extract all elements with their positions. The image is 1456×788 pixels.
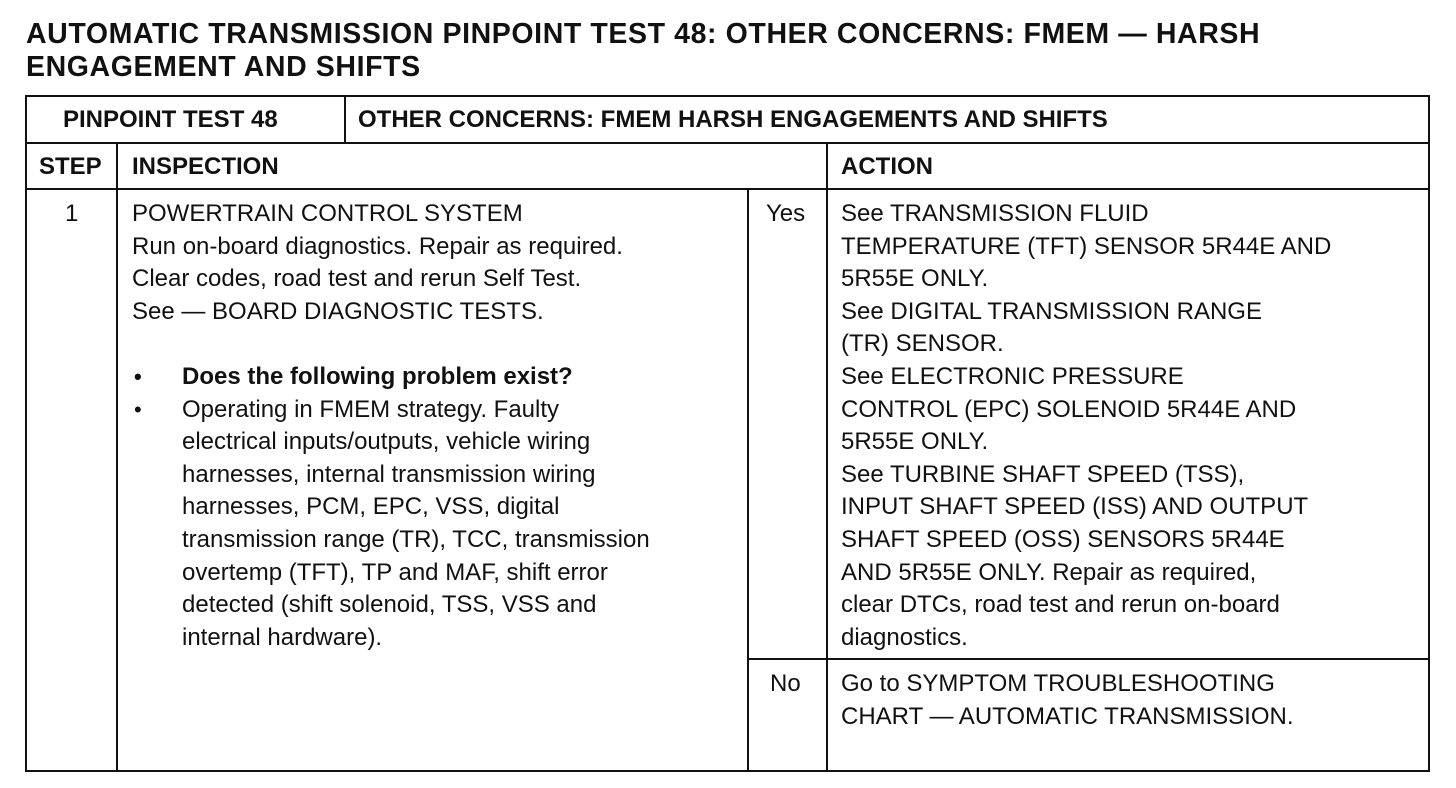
yes-label: Yes <box>766 200 806 227</box>
bullet-line: • Operating in FMEM strategy. Faulty <box>182 395 560 423</box>
rule-test-label-divider <box>344 97 346 143</box>
yes-action-line: See DIGITAL TRANSMISSION RANGE <box>841 297 1262 325</box>
column-header-action: ACTION <box>841 153 933 180</box>
bullet-line: harnesses, PCM, EPC, VSS, digital <box>182 493 560 521</box>
bullet-question <box>134 361 650 394</box>
page-title <box>26 18 1436 84</box>
inspection-line: Run on-board diagnostics. Repair as required. <box>132 232 623 260</box>
inspection-line: Clear codes, road test and rerun Self Test. <box>132 265 582 293</box>
rule-below-column-header <box>27 188 1428 190</box>
test-title: OTHER CONCERNS: FMEM HARSH ENGAGEMENTS AND SHIFTS <box>358 106 1108 133</box>
yes-action-line: 5R55E ONLY. <box>841 428 989 456</box>
step-number: 1 <box>65 200 79 227</box>
yes-action-line: (TR) SENSOR. <box>841 330 1004 358</box>
yes-action-line: INPUT SHAFT SPEED (ISS) AND OUTPUT <box>841 493 1309 521</box>
title-line-2: ENGAGEMENT AND SHIFTS <box>26 51 421 83</box>
yes-action-line: See TRANSMISSION FLUID <box>841 200 1149 227</box>
no-action-line: CHART — AUTOMATIC TRANSMISSION. <box>841 702 1294 730</box>
yes-action-line: AND 5R55E ONLY. Repair as required, <box>841 558 1257 586</box>
bullet-line: transmission range (TR), TCC, transmission <box>182 525 650 553</box>
yes-action-line: TEMPERATURE (TFT) SENSOR 5R44E AND <box>841 232 1332 260</box>
bullet-description <box>134 394 650 655</box>
yes-action-line: See TURBINE SHAFT SPEED (TSS), <box>841 460 1245 488</box>
rule-below-test-header <box>27 142 1428 144</box>
yes-action-line: clear DTCs, road test and rerun on-board <box>841 591 1280 619</box>
bullet-line: electrical inputs/outputs, vehicle wiring <box>182 428 591 456</box>
inspection-text <box>132 198 623 328</box>
inspection-line: See — BOARD DIAGNOSTIC TESTS. <box>132 297 544 325</box>
yes-action-text <box>841 198 1331 654</box>
test-label: PINPOINT TEST 48 <box>63 106 278 133</box>
inspection-bullet-list <box>134 361 650 654</box>
pinpoint-test-table <box>25 95 1430 772</box>
rule-step-divider <box>116 143 118 770</box>
yes-action-line: SHAFT SPEED (OSS) SENSORS 5R44E <box>841 525 1285 553</box>
no-action-line: Go to SYMPTOM TROUBLESHOOTING <box>841 670 1275 697</box>
bullet-line: detected (shift solenoid, TSS, VSS and <box>182 591 597 619</box>
rule-yes-no-divider <box>749 658 1428 660</box>
yes-action-line: CONTROL (EPC) SOLENOID 5R44E AND <box>841 395 1297 423</box>
inspection-line: POWERTRAIN CONTROL SYSTEM <box>132 200 523 227</box>
bullet-line: overtemp (TFT), TP and MAF, shift error <box>182 558 608 586</box>
bullet-line: internal hardware). <box>182 623 383 651</box>
yes-action-line: 5R55E ONLY. <box>841 265 989 293</box>
yes-action-line: See ELECTRONIC PRESSURE <box>841 362 1184 390</box>
column-header-step: STEP <box>39 153 102 180</box>
no-action-text <box>841 668 1294 733</box>
no-label: No <box>770 670 801 697</box>
rule-yes-no-column-divider <box>747 189 749 770</box>
column-header-inspection: INSPECTION <box>132 153 279 180</box>
title-line-1: AUTOMATIC TRANSMISSION PINPOINT TEST 48: OTHER CONCERNS: FMEM — HARSH <box>26 18 1261 50</box>
yes-action-line: diagnostics. <box>841 623 968 651</box>
bullet-line: • Does the following problem exist? <box>182 363 573 390</box>
rule-action-divider <box>826 143 828 770</box>
bullet-line: harnesses, internal transmission wiring <box>182 460 596 488</box>
